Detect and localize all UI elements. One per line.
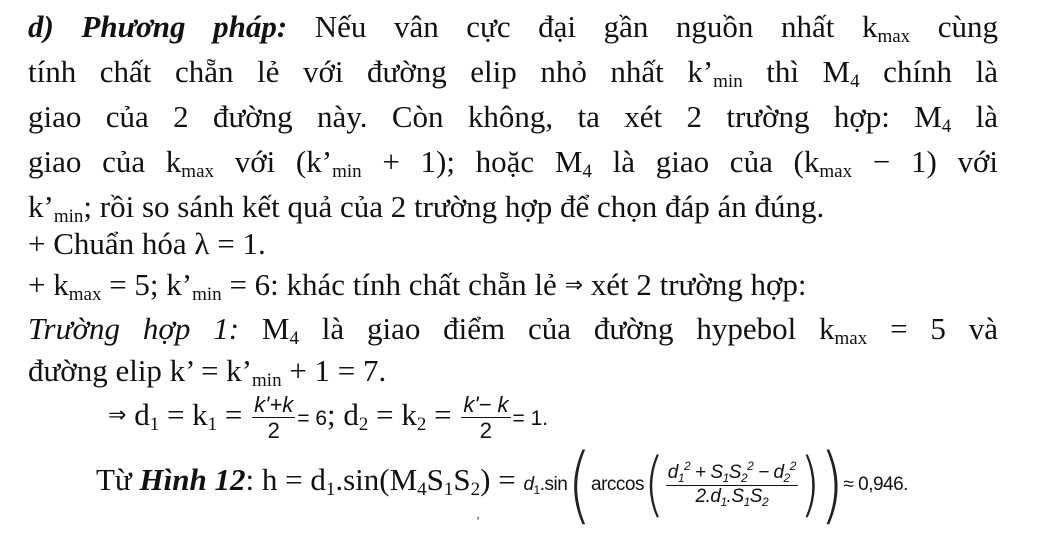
height-formula-line: Từ Hình 12: $h = d_1.\sin(M_4S_1S_2) = d_1.\sin(\arccos$( $\frac{d_1^2 + S_1S_2^2 - d_2^2}{2.d_1.S_1S_2}$ ))≈ 0,946. [96,440,908,520]
method-heading: d) Phương pháp: [28,9,288,44]
ellipse-line: đường elip k’ = $k’_{min} + 1 = 7$. [28,353,387,391]
implies-arrow-icon: ⇒ [108,403,127,428]
paragraph-line-1: d) Phương pháp: Nếu vân cực đại gần nguồn nhất $k_{max}$ cùng [28,9,999,47]
close-paren-inner: ) [799,444,820,526]
stray-mark: ʼ [476,514,480,528]
implies-arrow-icon: ⇒ [564,273,583,298]
cosine-fraction: $\frac{d_1^2 + S_1S_2^2 - d_2^2}{2.d_1.S_1S_2}$ [667,458,796,510]
paragraph-line-3: giao của 2 đường này. Còn không, ta xét 2 trường hợp: $M_4$ là [28,99,998,137]
arccos-formula: $d_1.\sin(\arccos$( $\frac{d_1^2 + S_1S_2^2 - d_2^2}{2.d_1.S_1S_2}$ ))≈ 0,946. [523,474,908,495]
case-1-label: Trường hợp 1: [28,311,240,346]
normalize-step: + Chuẩn hóa λ = 1. [28,226,266,261]
case-1-line: Trường hợp 1: $M_4$ là giao điểm của đường hypebol $k_{max} = 5$ và [28,311,998,349]
fraction-d1: $\frac{k'+k}{2}$ [254,392,294,444]
close-paren-outer: ) [819,435,844,534]
paragraph-line-2: tính chất chẵn lẻ với đường elip nhỏ nhất $k’_{min}$ thì $M_4$ chính là [28,54,998,92]
distance-result-line: ⇒ $d_1 = k_1$ = $\frac{k'+k}{2}$ = 6; $d_2 = k_2$ = $\frac{k'- k}{2}$ = 1. [108,392,549,444]
open-paren-inner: ( [643,444,664,526]
figure-reference: Hình 12 [139,462,246,497]
paragraph-line-4: giao của $k_{max}$ với $(k’_{min} + 1)$; hoặc $M_4$ là giao của $(k_{max} - 1)$ với [28,144,998,182]
paragraph-line-5: $k’_{min}$; rồi so sánh kết quả của 2 trường hợp để chọn đáp án đúng. [28,189,825,227]
parity-step: + $k_{max} = 5$; $k’_{min} = 6$: khác tính chất chẵn lẻ ⇒ xét 2 trường hợp: [28,267,807,305]
fraction-d2: $\frac{k'- k}{2}$ [463,392,509,444]
open-paren-outer: ( [567,435,592,534]
